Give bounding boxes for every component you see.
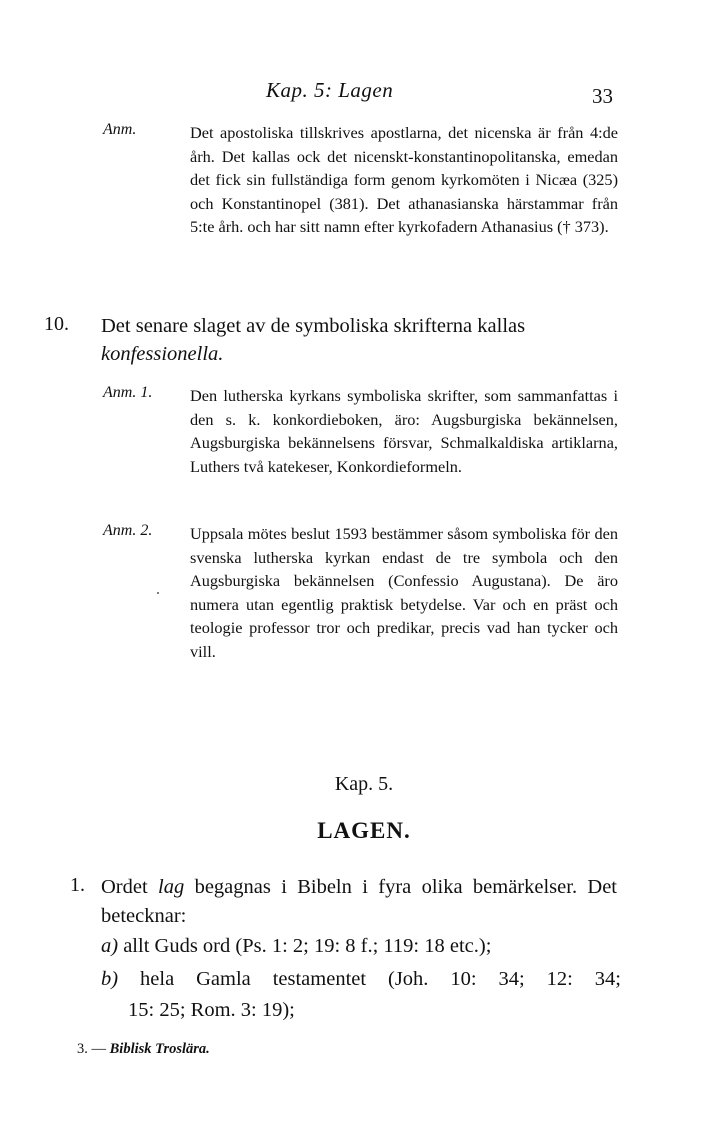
running-header <box>0 78 728 108</box>
item-1-sub-a-text: allt Guds ord (Ps. 1: 2; 19: 8 f.; 119: 18 etc.); <box>123 935 492 957</box>
running-title: Kap. 5: Lagen <box>266 78 394 102</box>
footer-book-title: Biblisk Troslära. <box>109 1041 210 1057</box>
page-number: 33 <box>592 84 613 108</box>
note-3-label: Anm. 2. <box>103 522 153 539</box>
item-1-text <box>101 873 617 931</box>
note-2-label: Anm. 1. <box>103 384 153 401</box>
item-10-text <box>101 312 617 368</box>
note-2-text: Den lutherska kyrkans symboliska skrifter, som sammanfattas i den s. k. konkordieboken, äro: Augsburgiska bekännelsen, Augsburgiska bekännelsens försvar, Schmalkaldiska artiklarna, Luthers två katekeser, Konkordieformeln. <box>190 386 618 476</box>
item-1-sub-a-label: a) <box>101 935 119 957</box>
chapter-label: Kap. 5. <box>334 773 394 795</box>
footer-signature <box>77 1041 210 1058</box>
item-10-number: 10. <box>44 313 69 335</box>
item-1-sub-a <box>101 935 621 958</box>
item-1-text-after: begagnas i Bibeln i fyra olika bemärkelser. Det betecknar: <box>101 876 618 927</box>
print-speck <box>157 592 159 594</box>
note-1-text: Det apostoliska tillskrives apostlarna, det nicenska är från 4:de årh. Det kallas ock det nicenskt-konstantinopolitanska, emedan det fick sin fullständiga form genom kyrkomöten i Nicæa (325) och Konstantinopel (381). Det athanasianska härstammar från 5:te årh. och har sitt namn efter kyrkofadern Athanasius († 373). <box>190 123 618 237</box>
footer-dash: — <box>91 1041 106 1057</box>
footer-signature-number: 3. <box>77 1041 88 1057</box>
item-1-number: 1. <box>70 874 85 896</box>
item-1-text-before: Ordet <box>101 876 148 898</box>
note-1-label: Anm. <box>103 121 137 138</box>
item-1-text-italic: lag <box>158 876 185 898</box>
item-1-sub-b-label: b) <box>101 968 119 990</box>
item-1-sub-b <box>101 968 621 991</box>
item-10-text-italic: konfessionella. <box>101 343 224 365</box>
item-10-text-plain: Det senare slaget av de symboliska skrifterna kallas <box>101 315 526 337</box>
note-3-text: Uppsala mötes beslut 1593 bestämmer såsom symboliska för den svenska lutherska kyrkan endast de tre symbola och den Augsburgiska bekännelsen (Confessio Augustana). De äro numera utan egentlig praktisk betydelse. Var och en präst och teologie professor tror och predikar, precis vad han tycker och vill. <box>190 524 618 661</box>
item-1-sub-b-continued: 15: 25; Rom. 3: 19); <box>128 999 295 1021</box>
chapter-title: LAGEN. <box>317 818 411 843</box>
item-1-sub-b-line1: hela Gamla testamentet (Joh. 10: 34; 12: 34; <box>140 968 621 990</box>
